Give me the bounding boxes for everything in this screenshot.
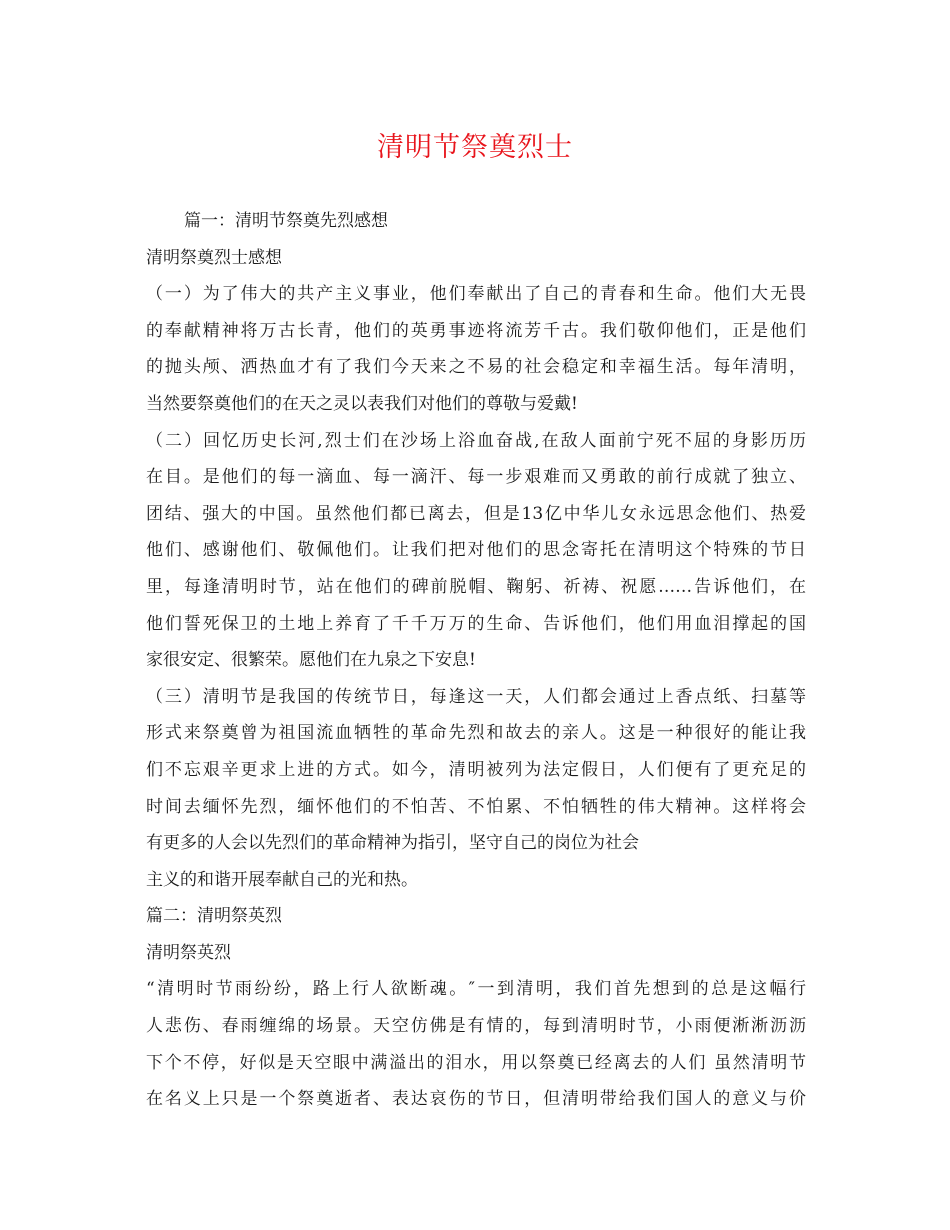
text-line: 在目。是他们的每一滴血、每一滴汗、每一步艰难而又勇敢的前行成就了独立、: [146, 467, 806, 488]
text-line: 团结、强大的中国。虽然他们都已离去，但是13亿中华儿女永远思念他们、热爱: [146, 503, 806, 524]
text-line: 篇一：清明节祭奠先烈感想: [184, 211, 388, 231]
text-line: 他们誓死保卫的土地上养育了千千万万的生命、告诉他们，他们用血泪撑起的国: [146, 613, 806, 634]
text-line: 篇二：清明祭英烈: [146, 906, 282, 927]
text-line: 清明祭奠烈士感想: [146, 247, 282, 268]
text-line: 清明祭英烈: [146, 942, 231, 963]
text-line: 他们、感谢他们、敬佩他们。让我们把对他们的思念寄托在清明这个特殊的节日: [146, 540, 806, 561]
text-line: 形式来祭奠曾为祖国流血牺牲的革命先烈和故去的亲人。这是一种很好的能让我: [146, 723, 806, 744]
text-line: 当然要祭奠他们的在天之灵以表我们对他们的尊敬与爱戴!: [146, 393, 578, 414]
text-line: “清明时节雨纷纷，路上行人欲断魂。″一到清明，我们首先想到的总是这幅行: [146, 979, 806, 1000]
text-line: （三）清明节是我国的传统节日，每逢这一天，人们都会通过上香点纸、扫墓等: [146, 686, 806, 707]
text-line: 们不忘艰辛更求上进的方式。如今，清明被列为法定假日，人们便有了更充足的: [146, 759, 806, 780]
text-line: 的抛头颅、洒热血才有了我们今天来之不易的社会稳定和幸福生活。每年清明，: [146, 357, 806, 378]
text-line: （一）为了伟大的共产主义事业，他们奉献出了自己的青春和生命。他们大无畏: [146, 284, 806, 305]
document-title: 清明节祭奠烈士: [377, 132, 573, 163]
text-line: （二）回忆历史长河,烈士们在沙场上浴血奋战,在敌人面前宁死不屈的身影历历: [146, 430, 806, 451]
text-line: 里，每逢清明时节，站在他们的碑前脱帽、鞠躬、祈祷、祝愿……告诉他们，在: [146, 576, 806, 597]
text-line: 时间去缅怀先烈，缅怀他们的不怕苦、不怕累、不怕牺牲的伟大精神。这样将会: [146, 796, 806, 817]
text-line: 家很安定、很繁荣。愿他们在九泉之下安息!: [146, 650, 476, 671]
document-body: [146, 203, 806, 1118]
text-line: 人悲伤、春雨缠绵的场景。天空仿佛是有情的，每到清明时节，小雨便淅淅沥沥: [146, 1016, 806, 1037]
text-line: 主义的和谐开展奉献自己的光和热。: [146, 869, 418, 890]
text-line: 下个不停，好似是天空眼中满溢出的泪水，用以祭奠已经离去的人们 虽然清明节: [146, 1052, 806, 1073]
text-line: 有更多的人会以先烈们的革命精神为指引，坚守自己的岗位为社会: [146, 833, 639, 854]
text-line: 在名义上只是一个祭奠逝者、表达哀伤的节日，但清明带给我们国人的意义与价: [146, 1089, 806, 1110]
text-line: 的奉献精神将万古长青，他们的英勇事迹将流芳千古。我们敬仰他们，正是他们: [146, 320, 806, 341]
